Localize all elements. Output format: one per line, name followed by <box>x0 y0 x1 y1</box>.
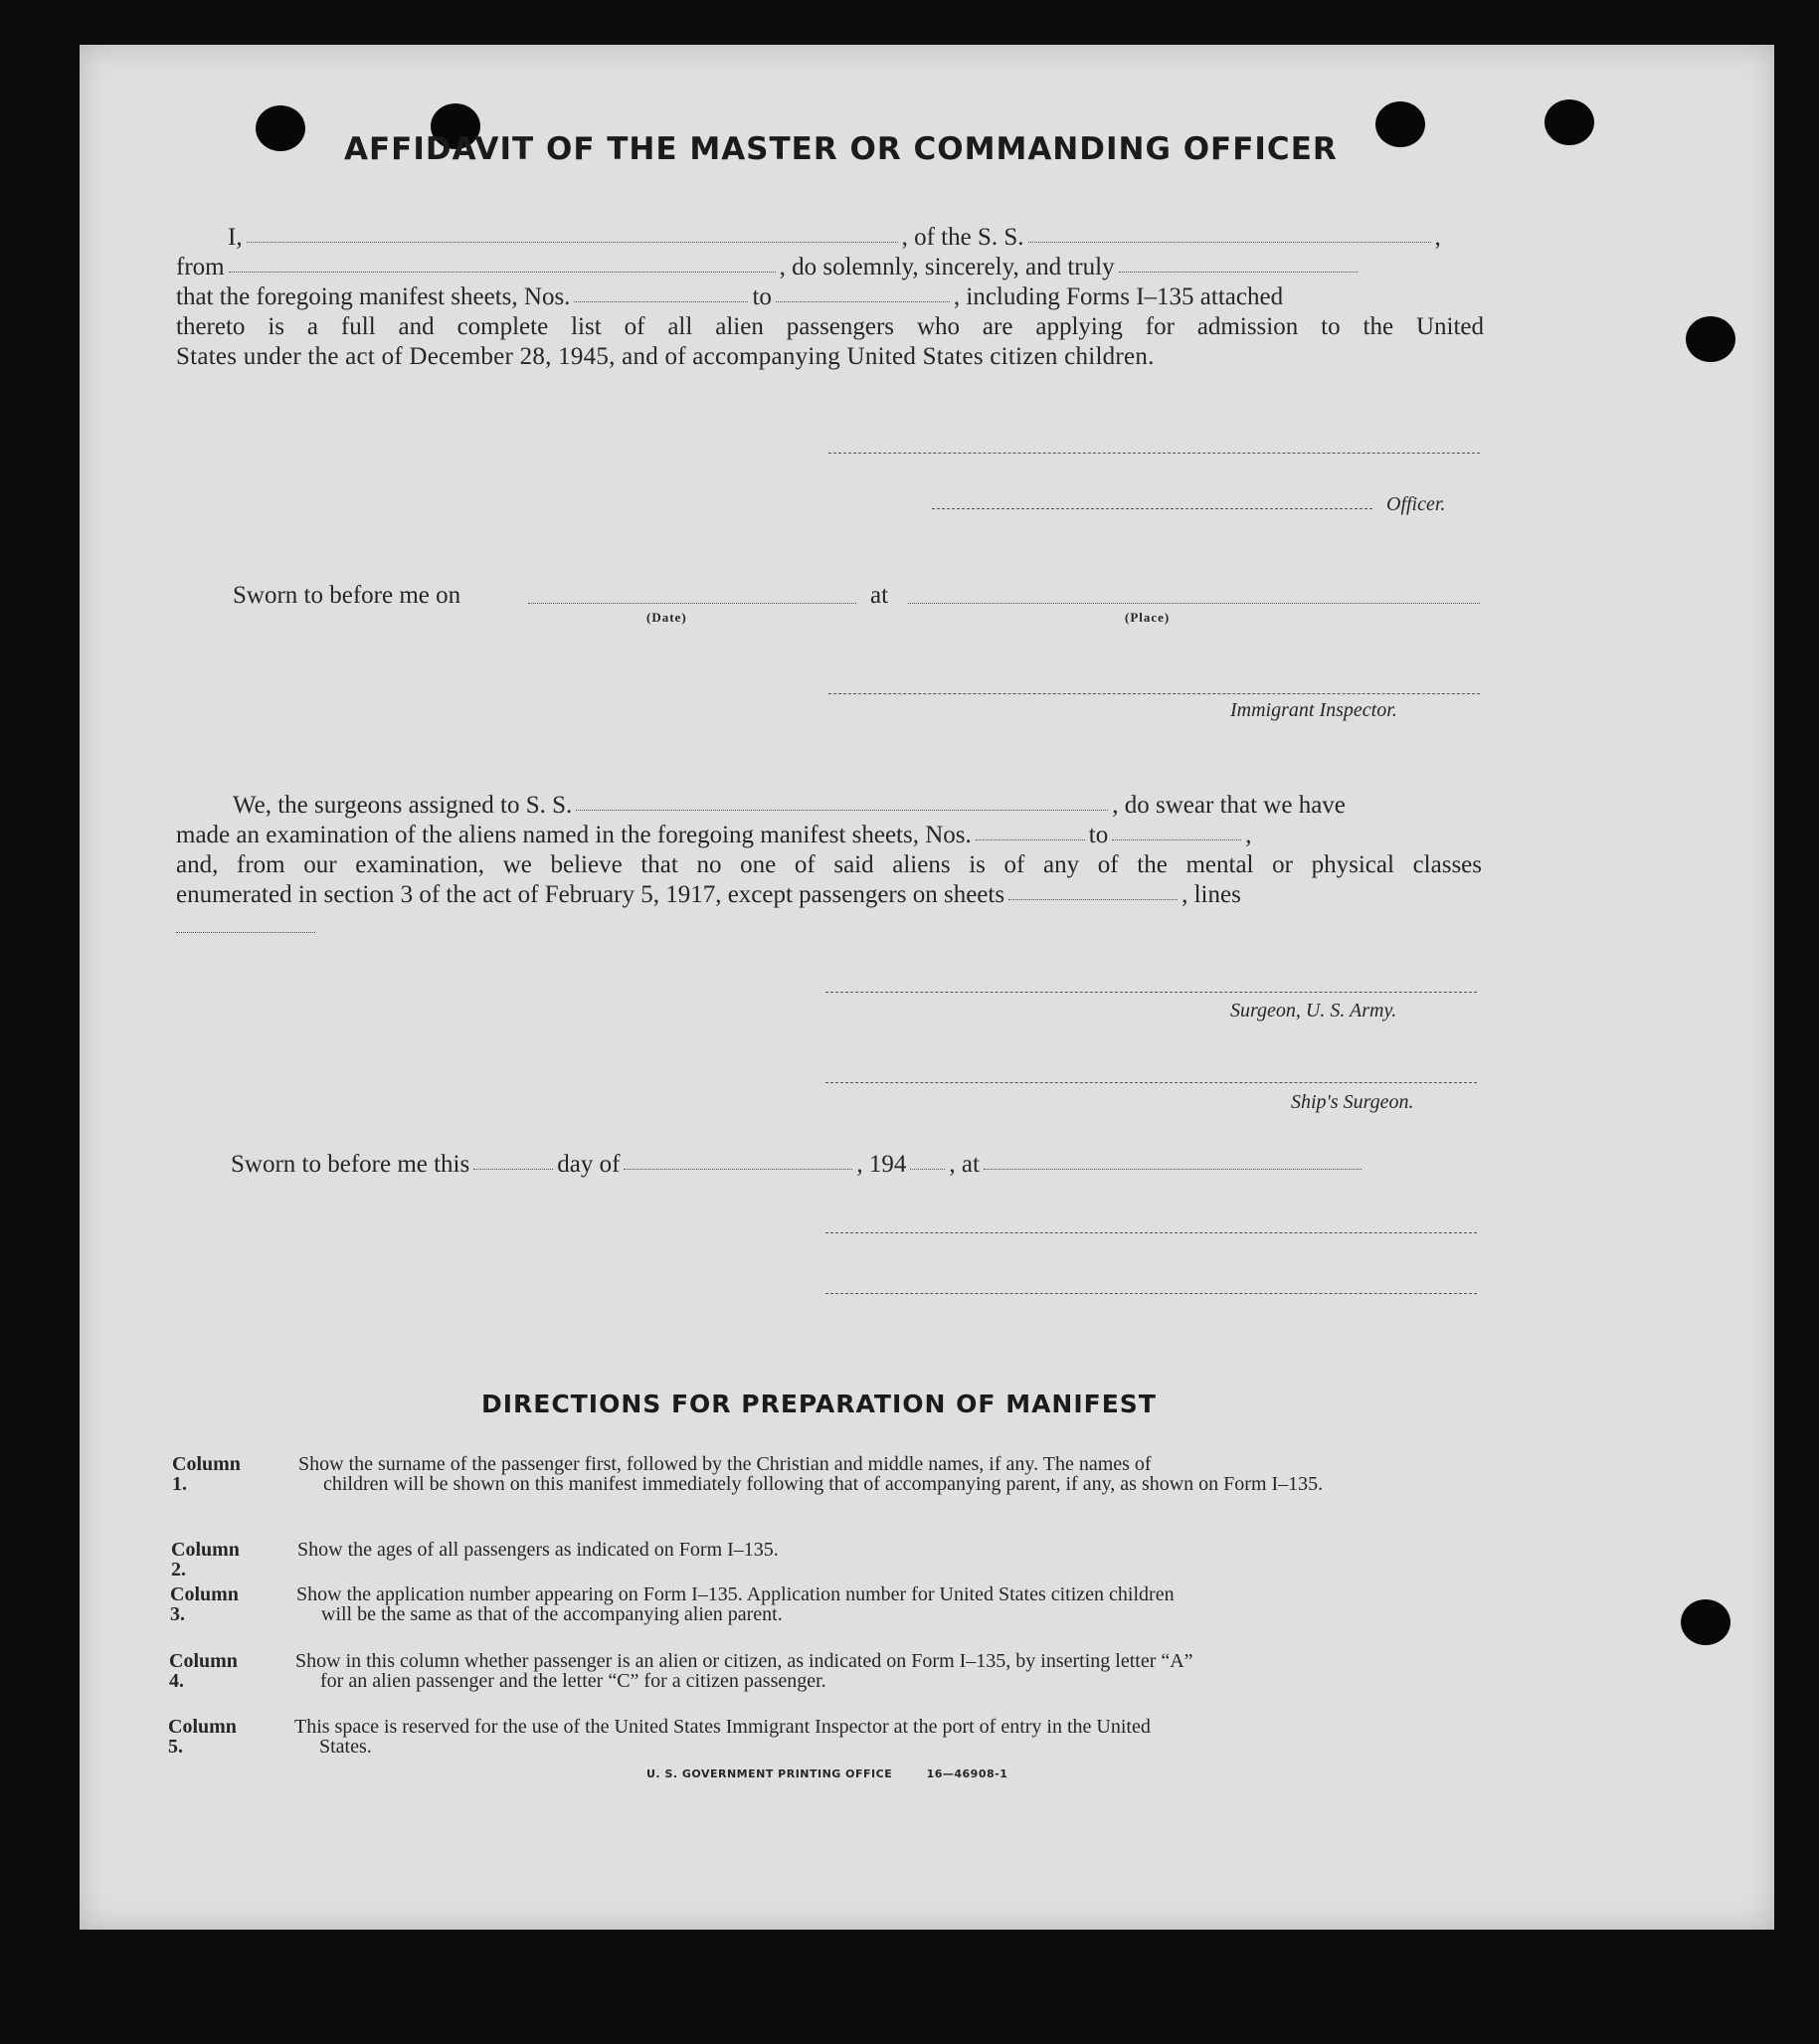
surgeons-line-2 <box>176 821 1251 850</box>
ship-name-field[interactable] <box>1028 242 1431 243</box>
sheets-to-field[interactable] <box>776 301 950 302</box>
surgeons-l2-b: to <box>1088 822 1109 848</box>
form-code: 16—46908-1 <box>926 1767 1008 1780</box>
master-line-1 <box>228 223 1441 253</box>
master-name-field[interactable] <box>247 242 898 243</box>
direction-text: Show in this column whether passenger is an alien or citizen, as indicated on Form I–135, by inserting letter “A” <box>295 1650 1193 1672</box>
master-l3-a: that the foregoing manifest sheets, Nos. <box>176 283 571 310</box>
direction-text: Show the application number appearing on Form I–135. Application number for United States citizen children <box>296 1583 1175 1605</box>
swear-field[interactable] <box>1119 272 1358 273</box>
master-line-4: thereto is a full and complete list of all alien passengers who are applying for admission to the United <box>176 313 1484 340</box>
master-l2-b: , do solemnly, sincerely, and truly <box>779 254 1115 280</box>
direction-text: Show the ages of all passengers as indicated on Form I–135. <box>297 1539 779 1561</box>
sworn1-at: at <box>870 582 889 609</box>
surgeons-l4-a: enumerated in section 3 of the act of February 5, 1917, except passengers on sheets <box>176 881 1005 908</box>
direction-label: Column 2. <box>171 1539 240 1580</box>
sworn-date-field[interactable] <box>528 603 856 604</box>
army-surgeon-label: Surgeon, U. S. Army. <box>1230 1000 1397 1022</box>
sworn2-b: day of <box>557 1151 621 1178</box>
direction-text-cont: will be the same as that of the accompanying alien parent. <box>321 1603 783 1625</box>
master-line-2 <box>176 253 1362 282</box>
sworn2-line <box>231 1150 1365 1180</box>
sheets-from-field[interactable] <box>574 301 748 302</box>
master-l2-a: from <box>176 254 225 280</box>
directions-title: DIRECTIONS FOR PREPARATION OF MANIFEST <box>481 1390 1157 1418</box>
direction-label: Column 4. <box>169 1650 238 1692</box>
ship-surgeon-signature-line[interactable] <box>825 1082 1477 1083</box>
sworn-month-field[interactable] <box>624 1169 852 1170</box>
master-l3-c: , including Forms I–135 attached <box>953 283 1284 310</box>
surgeons-l2-c: , <box>1245 822 1252 848</box>
date-caption: (Date) <box>646 610 687 625</box>
punch-hole <box>1686 316 1735 362</box>
sworn2-signature-line[interactable] <box>825 1232 1477 1233</box>
sworn2-a: Sworn to before me this <box>231 1151 470 1178</box>
direction-text-cont: children will be shown on this manifest immediately following that of accompanying parent, if any, as shown on Form I–135. <box>323 1473 1324 1495</box>
master-line-3 <box>176 282 1283 312</box>
surgeons-l1-a: We, the surgeons assigned to S. S. <box>233 792 573 819</box>
punch-hole <box>1545 99 1594 145</box>
surgeons-line-1 <box>233 791 1346 821</box>
army-surgeon-signature-line[interactable] <box>825 992 1477 993</box>
sworn-place-field[interactable] <box>908 603 1480 604</box>
lines-field[interactable] <box>176 932 315 933</box>
punch-hole <box>1681 1599 1730 1645</box>
surgeons-line-3: and, from our examination, we believe that no one of said aliens is of any of the mental or physical classes <box>176 851 1482 878</box>
master-l1-c: , <box>1434 224 1441 251</box>
punch-hole <box>1375 101 1425 147</box>
sworn2-title-line[interactable] <box>825 1293 1477 1294</box>
master-l3-b: to <box>752 283 772 310</box>
direction-text: Show the surname of the passenger first, followed by the Christian and middle names, if any. The names of <box>298 1453 1152 1475</box>
port-from-field[interactable] <box>229 272 776 273</box>
direction-label: Column 1. <box>172 1453 241 1495</box>
sworn1-prefix: Sworn to before me on <box>233 582 461 609</box>
place-caption: (Place) <box>1125 610 1171 625</box>
direction-label: Column 5. <box>168 1716 237 1758</box>
except-sheets-field[interactable] <box>1008 899 1178 900</box>
printer-name: U. S. GOVERNMENT PRINTING OFFICE <box>646 1767 893 1780</box>
master-l1-b: , of the S. S. <box>901 224 1024 251</box>
surgeons-ship-field[interactable] <box>576 810 1108 811</box>
officer-label: Officer. <box>1386 493 1446 515</box>
sworn-year-field[interactable] <box>910 1169 945 1170</box>
sworn2-d: , at <box>949 1151 980 1178</box>
surgeons-line-4 <box>176 880 1241 910</box>
surgeons-sheets-to-field[interactable] <box>1112 839 1241 840</box>
sworn2-c: , 194 <box>856 1151 907 1178</box>
officer-title-line[interactable] <box>932 508 1372 509</box>
printer-imprint <box>646 1767 1007 1780</box>
sworn-day-field[interactable] <box>473 1169 553 1170</box>
direction-text: This space is reserved for the use of the United States Immigrant Inspector at the port of entry in the United <box>294 1716 1151 1738</box>
inspector-signature-line[interactable] <box>828 693 1480 694</box>
officer-signature-line[interactable] <box>828 453 1480 454</box>
master-l1-a: I, <box>228 224 243 251</box>
surgeons-l4-b: , lines <box>1182 881 1241 908</box>
ship-surgeon-label: Ship's Surgeon. <box>1291 1091 1414 1113</box>
direction-text-cont: States. <box>319 1736 372 1758</box>
affidavit-title: AFFIDAVIT OF THE MASTER OR COMMANDING OFFICER <box>344 131 1338 167</box>
inspector-label: Immigrant Inspector. <box>1230 699 1397 721</box>
punch-hole <box>256 105 305 151</box>
master-line-5: States under the act of December 28, 1945, and of accompanying United States citizen children. <box>176 343 1155 370</box>
sworn-place-field-2[interactable] <box>984 1169 1362 1170</box>
surgeons-l2-a: made an examination of the aliens named in the foregoing manifest sheets, Nos. <box>176 822 972 848</box>
surgeons-sheets-from-field[interactable] <box>976 839 1085 840</box>
surgeons-l1-b: , do swear that we have <box>1112 792 1346 819</box>
direction-text-cont: for an alien passenger and the letter “C” for a citizen passenger. <box>320 1670 826 1692</box>
direction-label: Column 3. <box>170 1583 239 1625</box>
